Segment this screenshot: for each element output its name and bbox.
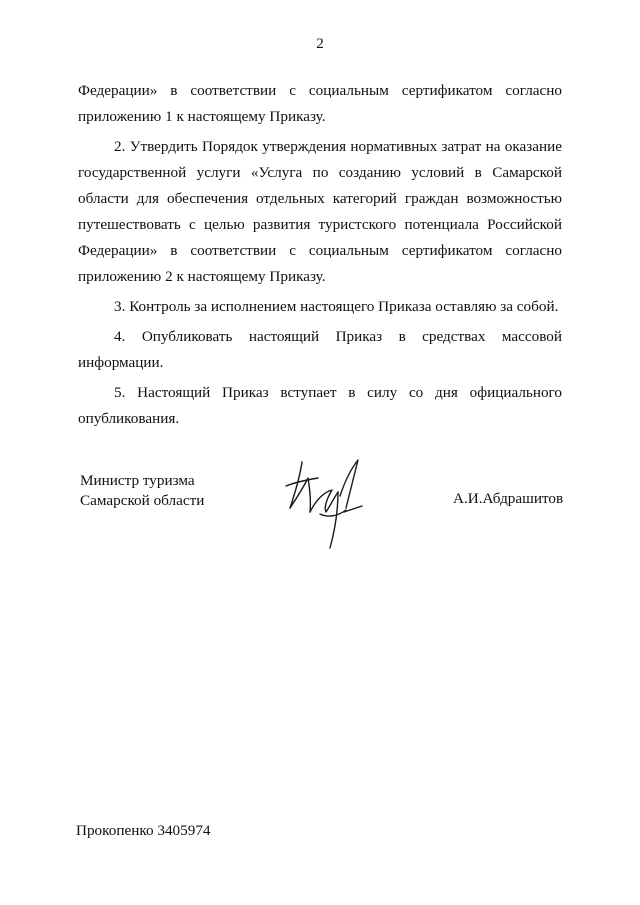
contact-line: Прокопенко 3405974	[76, 822, 211, 839]
paragraph-4-line-2: информации.	[78, 354, 164, 371]
paragraph-5-line-2: опубликования.	[78, 410, 180, 427]
paragraph-2-line-5: Федерации» в соответствии с социальным сертификатом согласно	[78, 242, 562, 259]
paragraph-1-line-1: Федерации» в соответствии с социальным сертификатом согласно	[78, 82, 562, 99]
paragraph-2-line-4: путешествовать с целью развития туристского потенциала Российской	[78, 216, 562, 233]
signatory-title-line-2: Самарской области	[80, 492, 205, 509]
page-number: 2	[316, 36, 324, 52]
signatory-name: А.И.Абдрашитов	[453, 490, 564, 507]
signatory-title	[80, 471, 204, 511]
paragraph-2-line-6: приложению 2 к настоящему Приказу.	[78, 268, 326, 285]
paragraph-3-line-1: 3. Контроль за исполнением настоящего Приказа оставляю за собой.	[114, 298, 559, 315]
paragraph-4-line-1: 4. Опубликовать настоящий Приказ в средствах массовой	[114, 328, 562, 345]
handwritten-signature	[280, 456, 370, 552]
paragraph-2-line-3: области для обеспечения отдельных категорий граждан возможностью	[78, 190, 562, 207]
paragraph-1-line-2: приложению 1 к настоящему Приказу.	[78, 108, 326, 125]
signatory-title-line-1: Министр туризма	[80, 472, 195, 489]
document-body	[78, 78, 562, 432]
paragraph-2-line-1: 2. Утвердить Порядок утверждения нормативных затрат на оказание	[114, 138, 562, 155]
paragraph-2-line-2: государственной услуги «Услуга по созданию условий в Самарской	[78, 164, 562, 181]
paragraph-5-line-1: 5. Настоящий Приказ вступает в силу со дня официального	[114, 384, 562, 401]
